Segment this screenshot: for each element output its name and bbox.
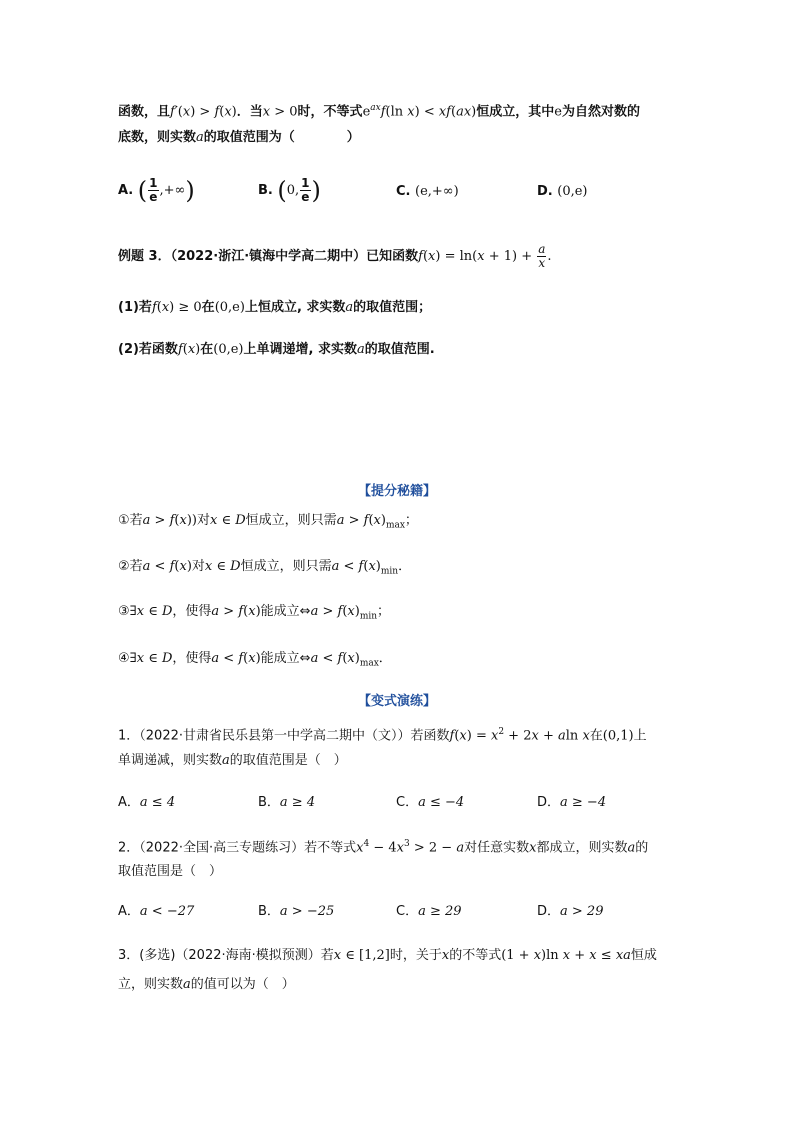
q1-option-b[interactable] [258,792,315,814]
option-label: B． [258,795,280,810]
option-label: A． [118,795,140,810]
option-label: B. [258,183,273,198]
text: ．当 [236,104,263,120]
example3-part1: (1)若f(x) ≥ 0在(0,e)上恒成立, 求实数a的取值范围； [118,300,432,315]
text: 上 [633,728,647,744]
example3-heading: 例题 3．（2022·浙江·镇海中学高二期中）已知函数f(x) = ln(x + 1) + $\frac{a}{x}$ . [118,242,552,270]
text: 1．（2022·甘肃省民乐县第一中学高二期中（文））若函数 [118,728,450,744]
option-text: a ≤ −4 [418,795,465,810]
tip-rule-1: ①若a > f(x))对x ∈ D恒成立，则只需$a > f(x)_{max}$； [118,513,418,531]
option-label: C． [396,904,419,919]
option-label: D． [537,904,561,919]
text: 在 [200,342,214,357]
text: ④ [118,651,130,666]
text: 对任意实数 [464,840,530,856]
q1-option-d[interactable] [537,792,606,814]
text: ． [378,651,392,666]
option-text: a ≥ 4 [279,795,316,810]
tips-title: 【提分秘籍】 [357,484,436,499]
example3-part2: (2)若函数f(x)在(0,e)上单调递增, 求实数a的取值范围. [118,342,435,357]
text: (2)若函数 [118,342,178,357]
text: ； [377,604,391,619]
text: 为自然对数的 [561,104,640,120]
prev-option-c[interactable] [396,181,459,203]
text: 都成立，则实数 [536,840,628,856]
option-text: a ≥ −4 [560,795,607,810]
tip-rule-2: ②若a < f(x)对x ∈ D恒成立，则只需$a < f(x)_{min}$． [118,559,412,577]
practice-q1-line1: 1．（2022·甘肃省民乐县第一中学高二期中（文））若函数$f(x) = x^2 + 2x + aln$ x在(0,1)上 [118,727,647,744]
q2-option-c[interactable] [396,901,462,923]
text: 能成立⇔ [260,651,311,666]
option-text: a > −25 [279,904,335,919]
practice-title: 【变式演练】 [357,694,436,709]
q1-option-c[interactable] [396,792,464,814]
prev-option-a[interactable]: A. ( $\frac{1}{e}$ ,+∞) [118,176,195,205]
text: 2．（2022·全国·高三专题练习）若不等式 [118,840,357,856]
practice-q2-line2: 取值范围是（ ） [118,864,223,879]
text: 对 [196,513,210,528]
text: 的 [635,840,649,856]
text: 在 [201,300,215,315]
practice-q3-line2: 立，则实数a的值可以为（ ） [118,977,295,992]
text: ②若 [118,559,143,574]
option-label: C． [396,795,419,810]
text: 上恒成立, 求实数 [244,300,346,315]
prev-option-d[interactable] [537,181,588,203]
text: 的值可以为（ ） [190,977,295,992]
text: 底数，则实数 [118,130,197,145]
q2-option-b[interactable] [258,901,334,923]
option-label: B． [258,904,280,919]
option-text: a > 29 [560,904,604,919]
option-text: a < −27 [139,904,195,919]
option-label: C. [396,184,411,199]
text: ③ [118,604,130,619]
text: 对 [191,559,205,574]
option-text: a ≤ 4 [139,795,176,810]
prev-question-line2: 底数，则实数a的取值范围为（ ） [118,130,360,145]
text: 恒成 [630,948,657,963]
option-label: D. [537,184,553,199]
option-label: D． [537,795,561,810]
text: ； [404,513,418,528]
prev-option-b[interactable]: B. (0, $\frac{1}{e}$ ) [258,176,321,205]
text: ①若 [118,513,143,528]
text: 的取值范围为（ ） [203,130,360,145]
text: 恒成立，则只需 [240,559,332,574]
text: 3．(多选)（2022·海南·模拟预测）若 [118,948,334,963]
tip-rule-4: ④∃x ∈ D，使得a < f(x)能成立⇔a < $f(x)_{max}$． [118,651,392,669]
option-label: A． [118,904,140,919]
text: ，使得 [172,651,212,666]
text: ，使得 [172,604,212,619]
text: 上单调递增, 求实数 [243,342,357,357]
tip-rule-3: ③∃x ∈ D，使得a > f(x)能成立⇔a > $f(x)_{min}$； [118,604,391,622]
prev-question-line1: 函数，且f′(x) > f(x)．当x > 0时，不等式$e^{ax}f(\ln$ x) < xf(ax)恒成立，其中e为自然对数的 [118,103,640,120]
text: ． [398,559,412,574]
text: 恒成立，其中 [476,104,555,120]
q2-option-d[interactable] [537,901,603,923]
text: (1)若 [118,300,152,315]
text: 的取值范围； [353,300,432,315]
practice-q3-line1: 3．(多选)（2022·海南·模拟预测）若x ∈ [1,2]时，关于x的不等式(1 + x)ln x + x ≤ xa恒成 [118,948,657,963]
text: 单调递减，则实数 [118,753,223,768]
option-label: A. [118,183,134,198]
text: 能成立⇔ [260,604,311,619]
q1-option-a[interactable] [118,792,175,814]
text: 的取值范围. [364,342,435,357]
option-text: a ≥ 29 [418,904,462,919]
text: 时，不等式 [297,104,363,120]
text: 例题 3．（2022·浙江·镇海中学高二期中）已知函数 [118,249,419,264]
text: 的取值范围是（ ） [229,753,347,768]
text: 立，则实数 [118,977,184,992]
text: 时，关于 [389,948,442,963]
practice-q1-line2: 单调递减，则实数a的取值范围是（ ） [118,753,347,768]
text: 函数，且 [118,104,171,120]
option-text: (e,+∞) [415,184,459,199]
text: 的不等式 [449,948,502,963]
practice-q2-line1: 2．（2022·全国·高三专题练习）若不等式$x^4 - 4x^3 > 2 - a$对任意实数x都成立，则实数a的 [118,839,649,856]
text: 恒成立，则只需 [245,513,337,528]
q2-option-a[interactable] [118,901,194,923]
option-text: (0,e) [557,184,588,199]
text: 在 [589,728,603,744]
